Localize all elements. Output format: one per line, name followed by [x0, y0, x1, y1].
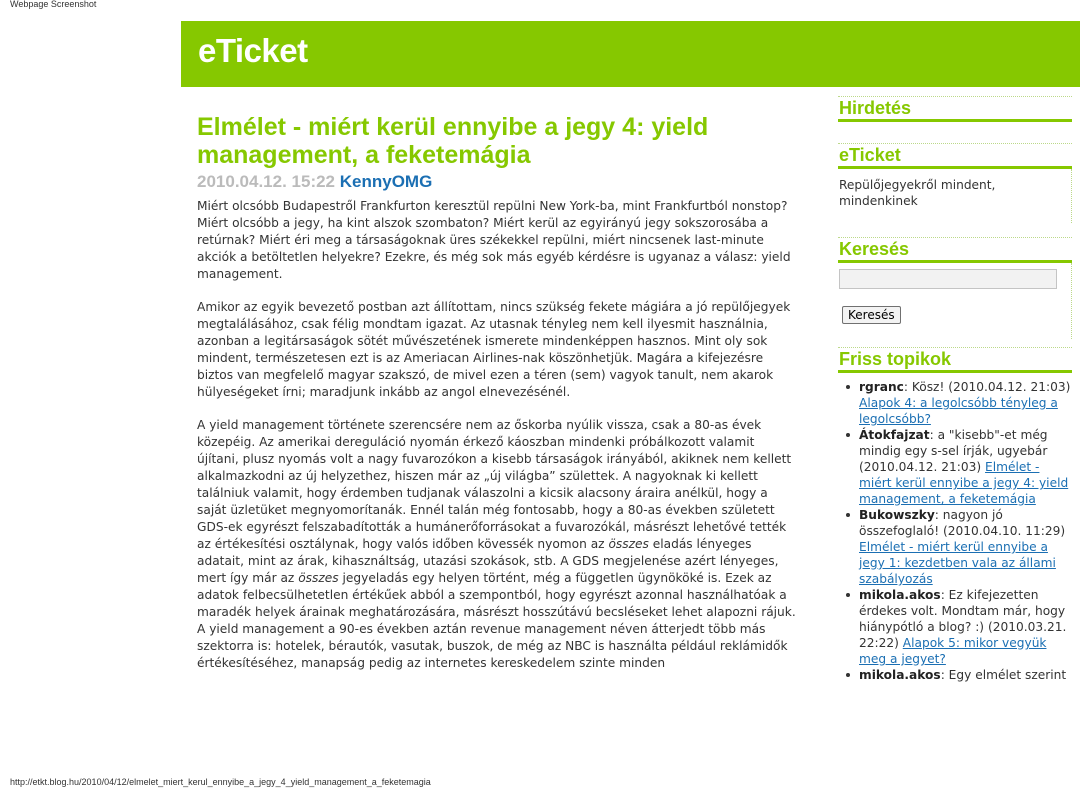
- post-body: [197, 198, 799, 688]
- site-header: [181, 21, 1080, 87]
- search-input[interactable]: [839, 269, 1057, 289]
- emphasis-text: összes: [298, 571, 339, 585]
- post-author-link[interactable]: KennyOMG: [339, 172, 433, 191]
- list-item: [859, 379, 1072, 427]
- search-widget: [838, 237, 1072, 339]
- post-paragraph: [197, 417, 799, 672]
- screenshot-label: Webpage Screenshot: [10, 0, 97, 9]
- list-item: [859, 587, 1072, 667]
- sidebar: [838, 95, 1073, 703]
- search-button[interactable]: Keresés: [842, 306, 901, 324]
- search-form: [838, 263, 1072, 339]
- comment-user: rgranc: [859, 380, 904, 394]
- page-url: http://etkt.blog.hu/2010/04/12/elmelet_miert_kerul_ennyibe_a_jegy_4_yield_management_a_feketemagia: [10, 777, 431, 787]
- post-meta: [197, 172, 432, 192]
- topic-link[interactable]: Elmélet - miért kerül ennyibe a jegy 1: kezdetben vala az állami szabályozás: [859, 540, 1056, 586]
- comment-user: Átokfajzat: [859, 428, 930, 442]
- topic-link[interactable]: Elmélet - miért kerül ennyibe a jegy 4: yield management, a feketemágia: [859, 460, 1069, 506]
- list-item: [859, 507, 1072, 587]
- site-title[interactable]: eTicket: [198, 32, 308, 69]
- paragraph-text: A yield management története szerencsére nem az őskorba nyúlik vissza, csak a 80-as évek közepéig. Az amerikai dereguláció nyomán érkező káoszban mindenki próbálkozott valamit újítani, plusz nyomás volt a nagy fuvarozókon a kisebb társaságok irányából, akiknek nem kellett alkalmazkodni az új helyzethez, hiszen már az „új világba” születtek. A nagyoknak ki kellett találniuk valamit, hogy érdemben tudjanak válaszolni a kicsik alacsony áraira anélkül, hogy a saját üzletüket megnyomorítanák. Ennél talán még fontosabb, hogy a 80-as években született GDS-ek egyrészt felszabadították a humánerőforrásokat a fuvarozókál, másrészt lehetővé tették az értékesítési osztálynak, hogy valós időben kövessék nyomon az: [197, 418, 792, 551]
- post-paragraph: Miért olcsóbb Budapestről Frankfurton keresztül repülni New York-ba, mint Frankfurtból nonstop? Miért olcsóbb a jegy, ha kint alszok szombaton? Miért kerül az egyirányú jegy sokszorosába a retúrnak? Miért éri meg a társaságoknak üres székekkel repülni, miért nincsenek last-minute akciók a betöltetlen helyekre? Ezekre, és még sok más egyéb kérdésre is ugyanaz a válasz: yield management.: [197, 199, 791, 281]
- comment-text: : Kösz! (2010.04.12. 21:03): [903, 380, 1071, 394]
- recent-topics-widget: [838, 347, 1072, 683]
- comment-user: mikola.akos: [859, 668, 941, 682]
- about-text: Repülőjegyekről mindent, mindenkinek: [838, 169, 1072, 223]
- comment-text: : Egy elmélet szerint: [940, 668, 1067, 682]
- recent-topics-list: [839, 379, 1072, 683]
- list-item: [859, 427, 1072, 507]
- topic-link[interactable]: Alapok 4: a legolcsóbb tényleg a legolcsóbb?: [859, 396, 1058, 426]
- about-widget-title: eTicket: [838, 143, 1072, 169]
- main-content: [181, 87, 809, 703]
- emphasis-text: összes: [608, 537, 649, 551]
- comment-text: : a "kisebb"-et még mindig egy s-sel írják, ugyebár (2010.04.12. 21:03): [859, 428, 1048, 474]
- recent-topics-body: [838, 373, 1072, 683]
- topic-link[interactable]: Alapok 5: mikor vegyük meg a jegyet?: [859, 636, 1047, 666]
- paragraph-text: eladás lényeges adatait, mint az árak, kihasználtság, utazási szokások, stb. A GDS megjelenése azért lényeges, mert így már az: [197, 537, 779, 585]
- comment-user: mikola.akos: [859, 588, 941, 602]
- comment-user: Bukowszky: [859, 508, 935, 522]
- list-item: [859, 667, 1072, 683]
- search-widget-title: Keresés: [838, 237, 1072, 263]
- comment-text: : nagyon jó összefoglaló! (2010.04.10. 11:29): [859, 508, 1066, 538]
- paragraph-text: jegyeladás egy helyen történt, még a független ügynököké is. Ezek az adatok felbecsülhetetlen értékűek abból a szempontból, hogy egyrészt azonnal használhatóak a maradék helyek árainak meghatározására, másrészt hosszútávú becsléseket lehet alapozni rájuk. A yield management a 90-es években aztán revenue management néven átterjedt több más szektorra is: hotelek, bérautók, vasutak, buszok, de még az NBC is használta például reklámidők értékesítéséhez, manapság pedig az internetes kereskedelem szinte minden: [197, 571, 796, 670]
- ads-widget: [838, 96, 1072, 122]
- comment-text: : Ez kifejezetten érdekes volt. Mondtam már, hogy hiánypótló a blog? :) (2010.03.21. 22:22): [859, 588, 1067, 650]
- ads-widget-title: Hirdetés: [838, 96, 1072, 122]
- post-date: 2010.04.12. 15:22: [197, 172, 336, 191]
- post-paragraph: Amikor az egyik bevezető postban azt állítottam, nincs szükség fekete mágiára a jó repülőjegyek megtalálásához, csak félig mondtam igazat. Az utasnak tényleg nem kell ilyesmit használnia, azonban a legitársaságok sötét művészetének ismerete mindenképpen hasznos. Mint oly sok mindent, természetesen ezt is az Ameriacan Airlines-nak köszönhetjük. Magára a kifejezésre biztos van megfelelő magyar szakszó, de mivel ezen a téren (sem) vagyok tanult, nem akarok hülyeségeket írni; maradjunk inkább az angol elnevezésénél.: [197, 300, 791, 399]
- recent-topics-title: Friss topikok: [838, 347, 1072, 373]
- post-title[interactable]: Elmélet - miért kerül ennyibe a jegy 4: yield management, a feketemágia: [197, 113, 709, 169]
